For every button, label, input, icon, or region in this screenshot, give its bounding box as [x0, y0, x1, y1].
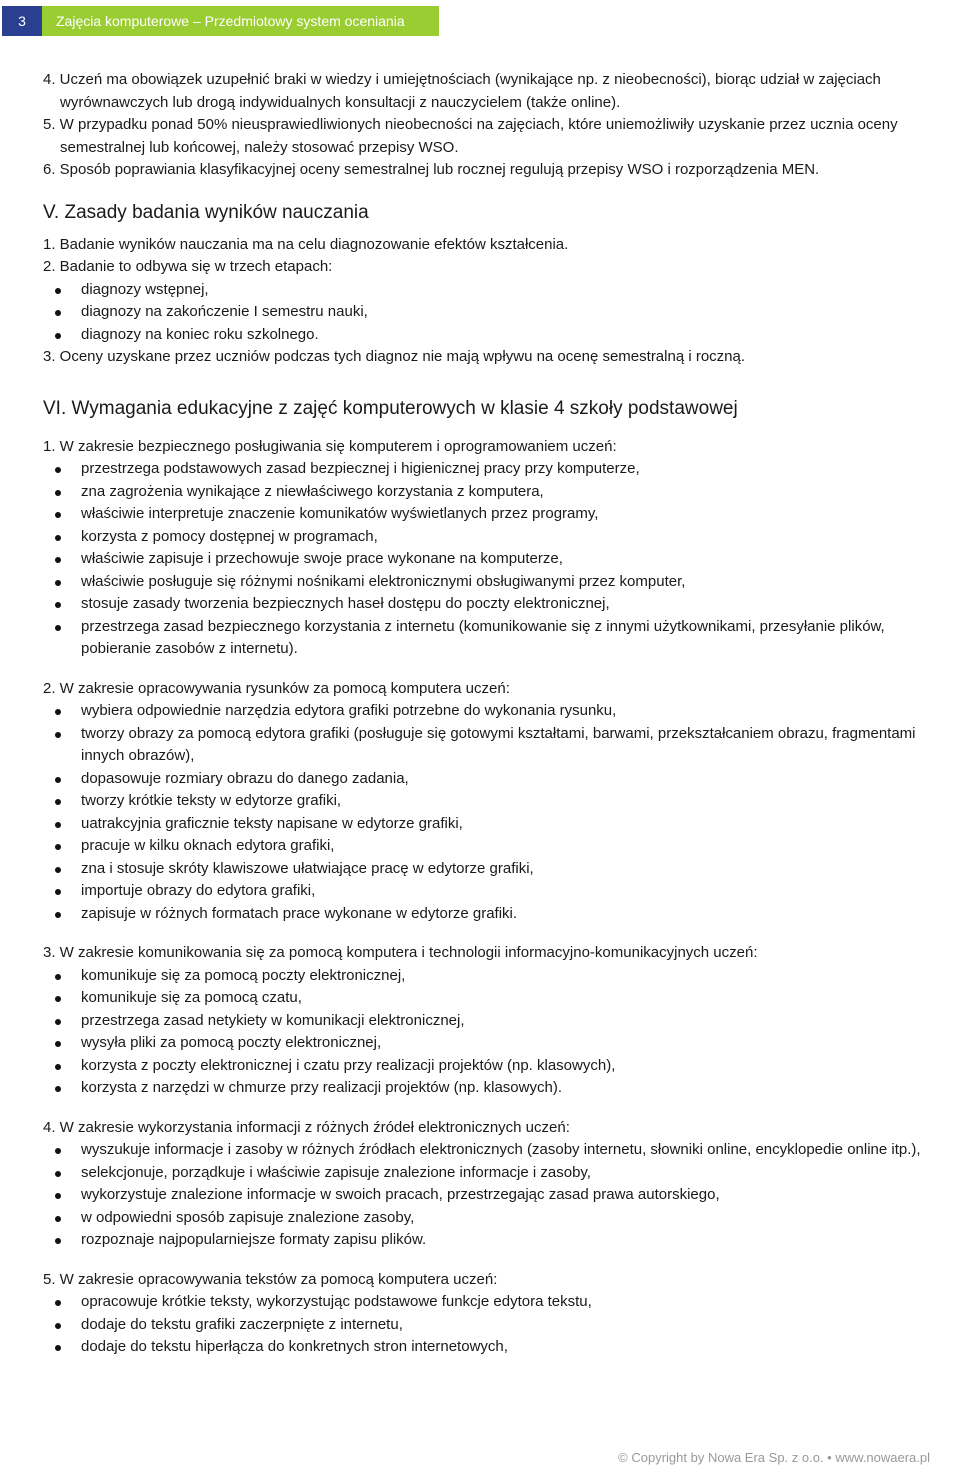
group-1-list [43, 458, 943, 661]
page-header [2, 6, 439, 36]
list-item: wyszukuje informacje i zasoby w różnych źródłach elektronicznych (zasoby internetu, słowniki online, encyklopedie online itp.), [43, 1139, 943, 1162]
list-item: rozpoznaje najpopularniejsze formaty zapisu plików. [43, 1229, 943, 1252]
list-item: właściwie posługuje się różnymi nośnikami elektronicznymi obsługiwanymi przez komputer, [43, 571, 943, 594]
group-3-list [43, 965, 943, 1100]
list-item: korzysta z narzędzi w chmurze przy realizacji projektów (np. klasowych). [43, 1077, 943, 1100]
list-item: dodaje do tekstu grafiki zaczerpnięte z internetu, [43, 1314, 943, 1337]
list-item: zna zagrożenia wynikające z niewłaściwego korzystania z komputera, [43, 481, 943, 504]
list-item: w odpowiedni sposób zapisuje znalezione zasoby, [43, 1207, 943, 1230]
group-5-list [43, 1291, 943, 1359]
list-item: diagnozy na koniec roku szkolnego. [43, 324, 943, 347]
section-6-heading: VI. Wymagania edukacyjne z zajęć komputerowych w klasie 4 szkoły podstawowej [43, 397, 738, 419]
group-2-list [43, 700, 943, 925]
list-item: korzysta z pomocy dostępnej w programach, [43, 526, 943, 549]
list-item: przestrzega podstawowych zasad bezpiecznej i higienicznej pracy przy komputerze, [43, 458, 943, 481]
group-4-list [43, 1139, 943, 1252]
list-item: komunikuje się za pomocą poczty elektronicznej, [43, 965, 943, 988]
header-title: Zajęcia komputerowe – Przedmiotowy system oceniania [42, 6, 439, 36]
list-item: korzysta z poczty elektronicznej i czatu przy realizacji projektów (np. klasowych), [43, 1055, 943, 1078]
list-item: uatrakcyjnia graficznie teksty napisane w edytorze grafiki, [43, 813, 943, 836]
list-item: diagnozy wstępnej, [43, 279, 943, 302]
page-number: 3 [2, 6, 42, 36]
group-5-title: 5. W zakresie opracowywania tekstów za pomocą komputera uczeń: [43, 1270, 498, 1288]
section-5-paragraph-1: 1. Badanie wyników nauczania ma na celu diagnozowanie efektów kształcenia. [43, 235, 569, 253]
list-item: dodaje do tekstu hiperłącza do konkretnych stron internetowych, [43, 1336, 943, 1359]
list-item: zapisuje w różnych formatach prace wykonane w edytorze grafiki. [43, 903, 943, 926]
list-item: pracuje w kilku oknach edytora grafiki, [43, 835, 943, 858]
list-item: wysyła pliki za pomocą poczty elektronicznej, [43, 1032, 943, 1055]
section-5-list [43, 279, 943, 347]
list-item: właściwie zapisuje i przechowuje swoje prace wykonane na komputerze, [43, 548, 943, 571]
list-item: przestrzega zasad netykiety w komunikacji elektronicznej, [43, 1010, 943, 1033]
list-item: tworzy krótkie teksty w edytorze grafiki, [43, 790, 943, 813]
section-5-paragraph-3: 3. Oceny uzyskane przez uczniów podczas tych diagnoz nie mają wpływu na ocenę semestralną i roczną. [43, 348, 746, 365]
list-item: stosuje zasady tworzenia bezpiecznych haseł dostępu do poczty elektronicznej, [43, 593, 943, 616]
document-body [43, 69, 943, 1359]
list-item: komunikuje się za pomocą czatu, [43, 987, 943, 1010]
list-item: selekcjonuje, porządkuje i właściwie zapisuje znalezione informacje i zasoby, [43, 1162, 943, 1185]
list-item: właściwie interpretuje znaczenie komunikatów wyświetlanych przez programy, [43, 503, 943, 526]
list-item: przestrzega zasad bezpiecznego korzystania z internetu (komunikowanie się z innymi użytkownikami, przesyłanie plików, pobieranie zasobów z internetu). [43, 616, 943, 661]
section-5-paragraph-2: 2. Badanie to odbywa się w trzech etapach: [43, 258, 333, 275]
intro-paragraph-5: 5. W przypadku ponad 50% nieusprawiedliwionych nieobecności na zajęciach, które uniemożliwiły uzyskanie przez ucznia oceny semestralnej lub końcowej, należy stosować przepisy WSO. [43, 116, 898, 156]
group-1-title: 1. W zakresie bezpiecznego posługiwania się komputerem i oprogramowaniem uczeń: [43, 437, 617, 455]
intro-paragraph-4: 4. Uczeń ma obowiązek uzupełnić braki w wiedzy i umiejętnościach (wynikające np. z nieobecności), biorąc udział w zajęciach wyrównawczych lub drogą indywidualnych konsultacji z nauczycielem (także online). [43, 71, 881, 111]
list-item: tworzy obrazy za pomocą edytora grafiki (posługuje się gotowymi kształtami, barwami, przekształcaniem obrazu, fragmentami innych obrazów), [43, 723, 943, 768]
copyright-footer: © Copyright by Nowa Era Sp. z o.o. • www.nowaera.pl [618, 1450, 930, 1465]
list-item: wykorzystuje znalezione informacje w swoich pracach, przestrzegając zasad prawa autorskiego, [43, 1184, 943, 1207]
group-3-title: 3. W zakresie komunikowania się za pomocą komputera i technologii informacyjno-komunikacyjnych uczeń: [43, 944, 758, 961]
list-item: importuje obrazy do edytora grafiki, [43, 880, 943, 903]
group-4-title: 4. W zakresie wykorzystania informacji z różnych źródeł elektronicznych uczeń: [43, 1118, 570, 1136]
section-5-heading: V. Zasady badania wyników nauczania [43, 201, 369, 223]
list-item: opracowuje krótkie teksty, wykorzystując podstawowe funkcje edytora tekstu, [43, 1291, 943, 1314]
list-item: diagnozy na zakończenie I semestru nauki, [43, 301, 943, 324]
list-item: zna i stosuje skróty klawiszowe ułatwiające pracę w edytorze grafiki, [43, 858, 943, 881]
group-2-title: 2. W zakresie opracowywania rysunków za pomocą komputera uczeń: [43, 679, 510, 697]
list-item: dopasowuje rozmiary obrazu do danego zadania, [43, 768, 943, 791]
intro-paragraph-6: 6. Sposób poprawiania klasyfikacyjnej oceny semestralnej lub rocznej regulują przepisy WSO i rozporządzenia MEN. [43, 161, 820, 178]
list-item: wybiera odpowiednie narzędzia edytora grafiki potrzebne do wykonania rysunku, [43, 700, 943, 723]
